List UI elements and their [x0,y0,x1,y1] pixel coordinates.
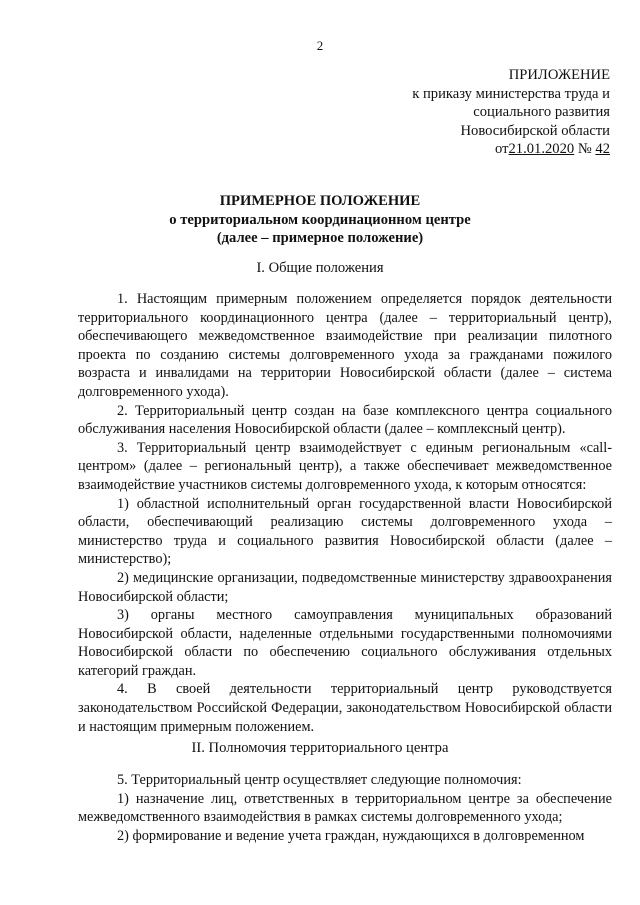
paragraph: 3) органы местного самоуправления муниципальных образований Новосибирской области, наделенные отдельными государственными полномочиями Новосибирской области по обеспечению социального обслуживания отдельных категорий граждан. [78,607,612,679]
appendix-date-line [412,140,610,159]
paragraph: 1. Настоящим примерным положением определяется порядок деятельности территориального координационного центра (далее – территориальный центр), обеспечивающего межведомственное взаимодействие при реализации пилотного проекта по созданию системы долговременного ухода за гражданами пожилого возраста и инвалидами на территории Новосибирской области (далее – система долговременного ухода). [78,291,612,400]
section-1-body [78,290,612,736]
number-sign: № [574,141,596,157]
paragraph: 2. Территориальный центр создан на базе комплексного центра социального обслуживания населения Новосибирской области (далее – комплексный центр). [78,402,612,438]
paragraph: 2) медицинские организации, подведомственные министерству здравоохранения Новосибирской области; [78,569,612,605]
title-line-2: о территориальном координационном центре [169,211,471,228]
appendix-region-line: Новосибирской области [460,122,610,139]
title-line-1: ПРИМЕРНОЕ ПОЛОЖЕНИЕ [219,193,421,209]
paragraph: 5. Территориальный центр осуществляет следующие полномочия: [117,772,522,788]
appendix-block [412,66,610,159]
date-prefix: от [495,141,509,157]
section-2-body [78,771,612,845]
appendix-ministry-line: социального развития [473,104,610,120]
paragraph: 3. Территориальный центр взаимодействует с единым региональным «call-центром» (далее – региональный центр), а также обеспечивает межведомственное взаимодействие участников системы долговременного ухода, к которым относятся: [78,439,612,493]
appendix-order-line: к приказу министерства труда и [412,85,610,102]
paragraph: 1) областной исполнительный орган государственной власти Новосибирской области, обеспечивающий реализацию системы долговременного ухода – министерство труда и социального развития Новосибирской области (далее – министерство); [78,495,612,568]
paragraph: 4. В своей деятельности территориальный центр руководствуется законодательством Российской Федерации, законодательством Новосибирской области и настоящим примерным положением. [78,681,612,735]
page-number: 2 [316,38,324,53]
paragraph: 2) формирование и ведение учета граждан, нуждающихся в долговременном [117,827,585,844]
order-date: 21.01.2020 [508,141,575,157]
section-2-heading: II. Полномочия территориального центра [191,740,449,756]
section-1-heading: I. Общие положения [256,260,384,276]
appendix-label: ПРИЛОЖЕНИЕ [508,67,610,83]
order-number: 42 [595,141,610,157]
paragraph: 1) назначение лиц, ответственных в территориальном центре за обеспечение межведомственного взаимодействия в рамках системы долговременного ухода; [78,790,612,826]
document-title [0,192,640,248]
title-line-3: (далее – примерное положение) [216,230,424,246]
